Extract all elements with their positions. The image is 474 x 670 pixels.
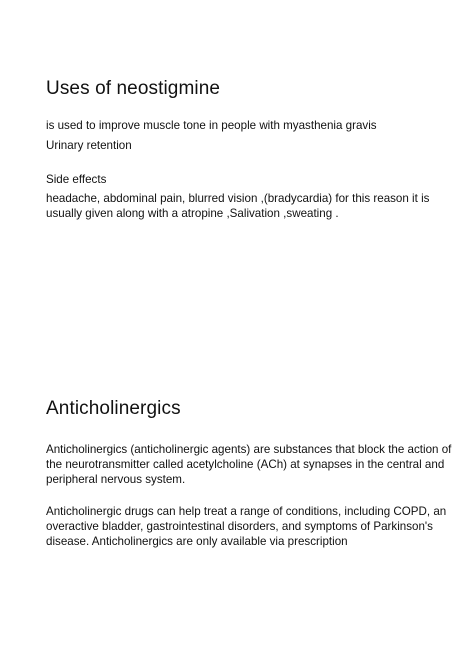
anticholinergics-section	[46, 396, 456, 549]
neostigmine-heading: Uses of neostigmine	[46, 78, 221, 99]
side-effects-text: headache, abdominal pain, blurred vision ,(bradycardia) for this reason it is usually given along with a atropine ,Salivation ,sweating .	[46, 192, 430, 220]
neostigmine-section	[46, 76, 456, 221]
anticholinergics-uses: Anticholinergic drugs can help treat a range of conditions, including COPD, an overactive bladder, gastrointestinal disorders, and symptoms of Parkinson's disease. Anticholinergics are only available via prescription	[46, 505, 447, 548]
side-effects-title: Side effects	[46, 173, 107, 186]
anticholinergics-definition: Anticholinergics (anticholinergic agents) are substances that block the action of the neurotransmitter called acetylcholine (ACh) at synapses in the central and peripheral nervous system.	[46, 443, 452, 486]
anticholinergics-heading: Anticholinergics	[46, 398, 181, 419]
neostigmine-use-urinary: Urinary retention	[46, 139, 132, 152]
neostigmine-use-myasthenia: is used to improve muscle tone in people with myasthenia gravis	[46, 119, 377, 132]
